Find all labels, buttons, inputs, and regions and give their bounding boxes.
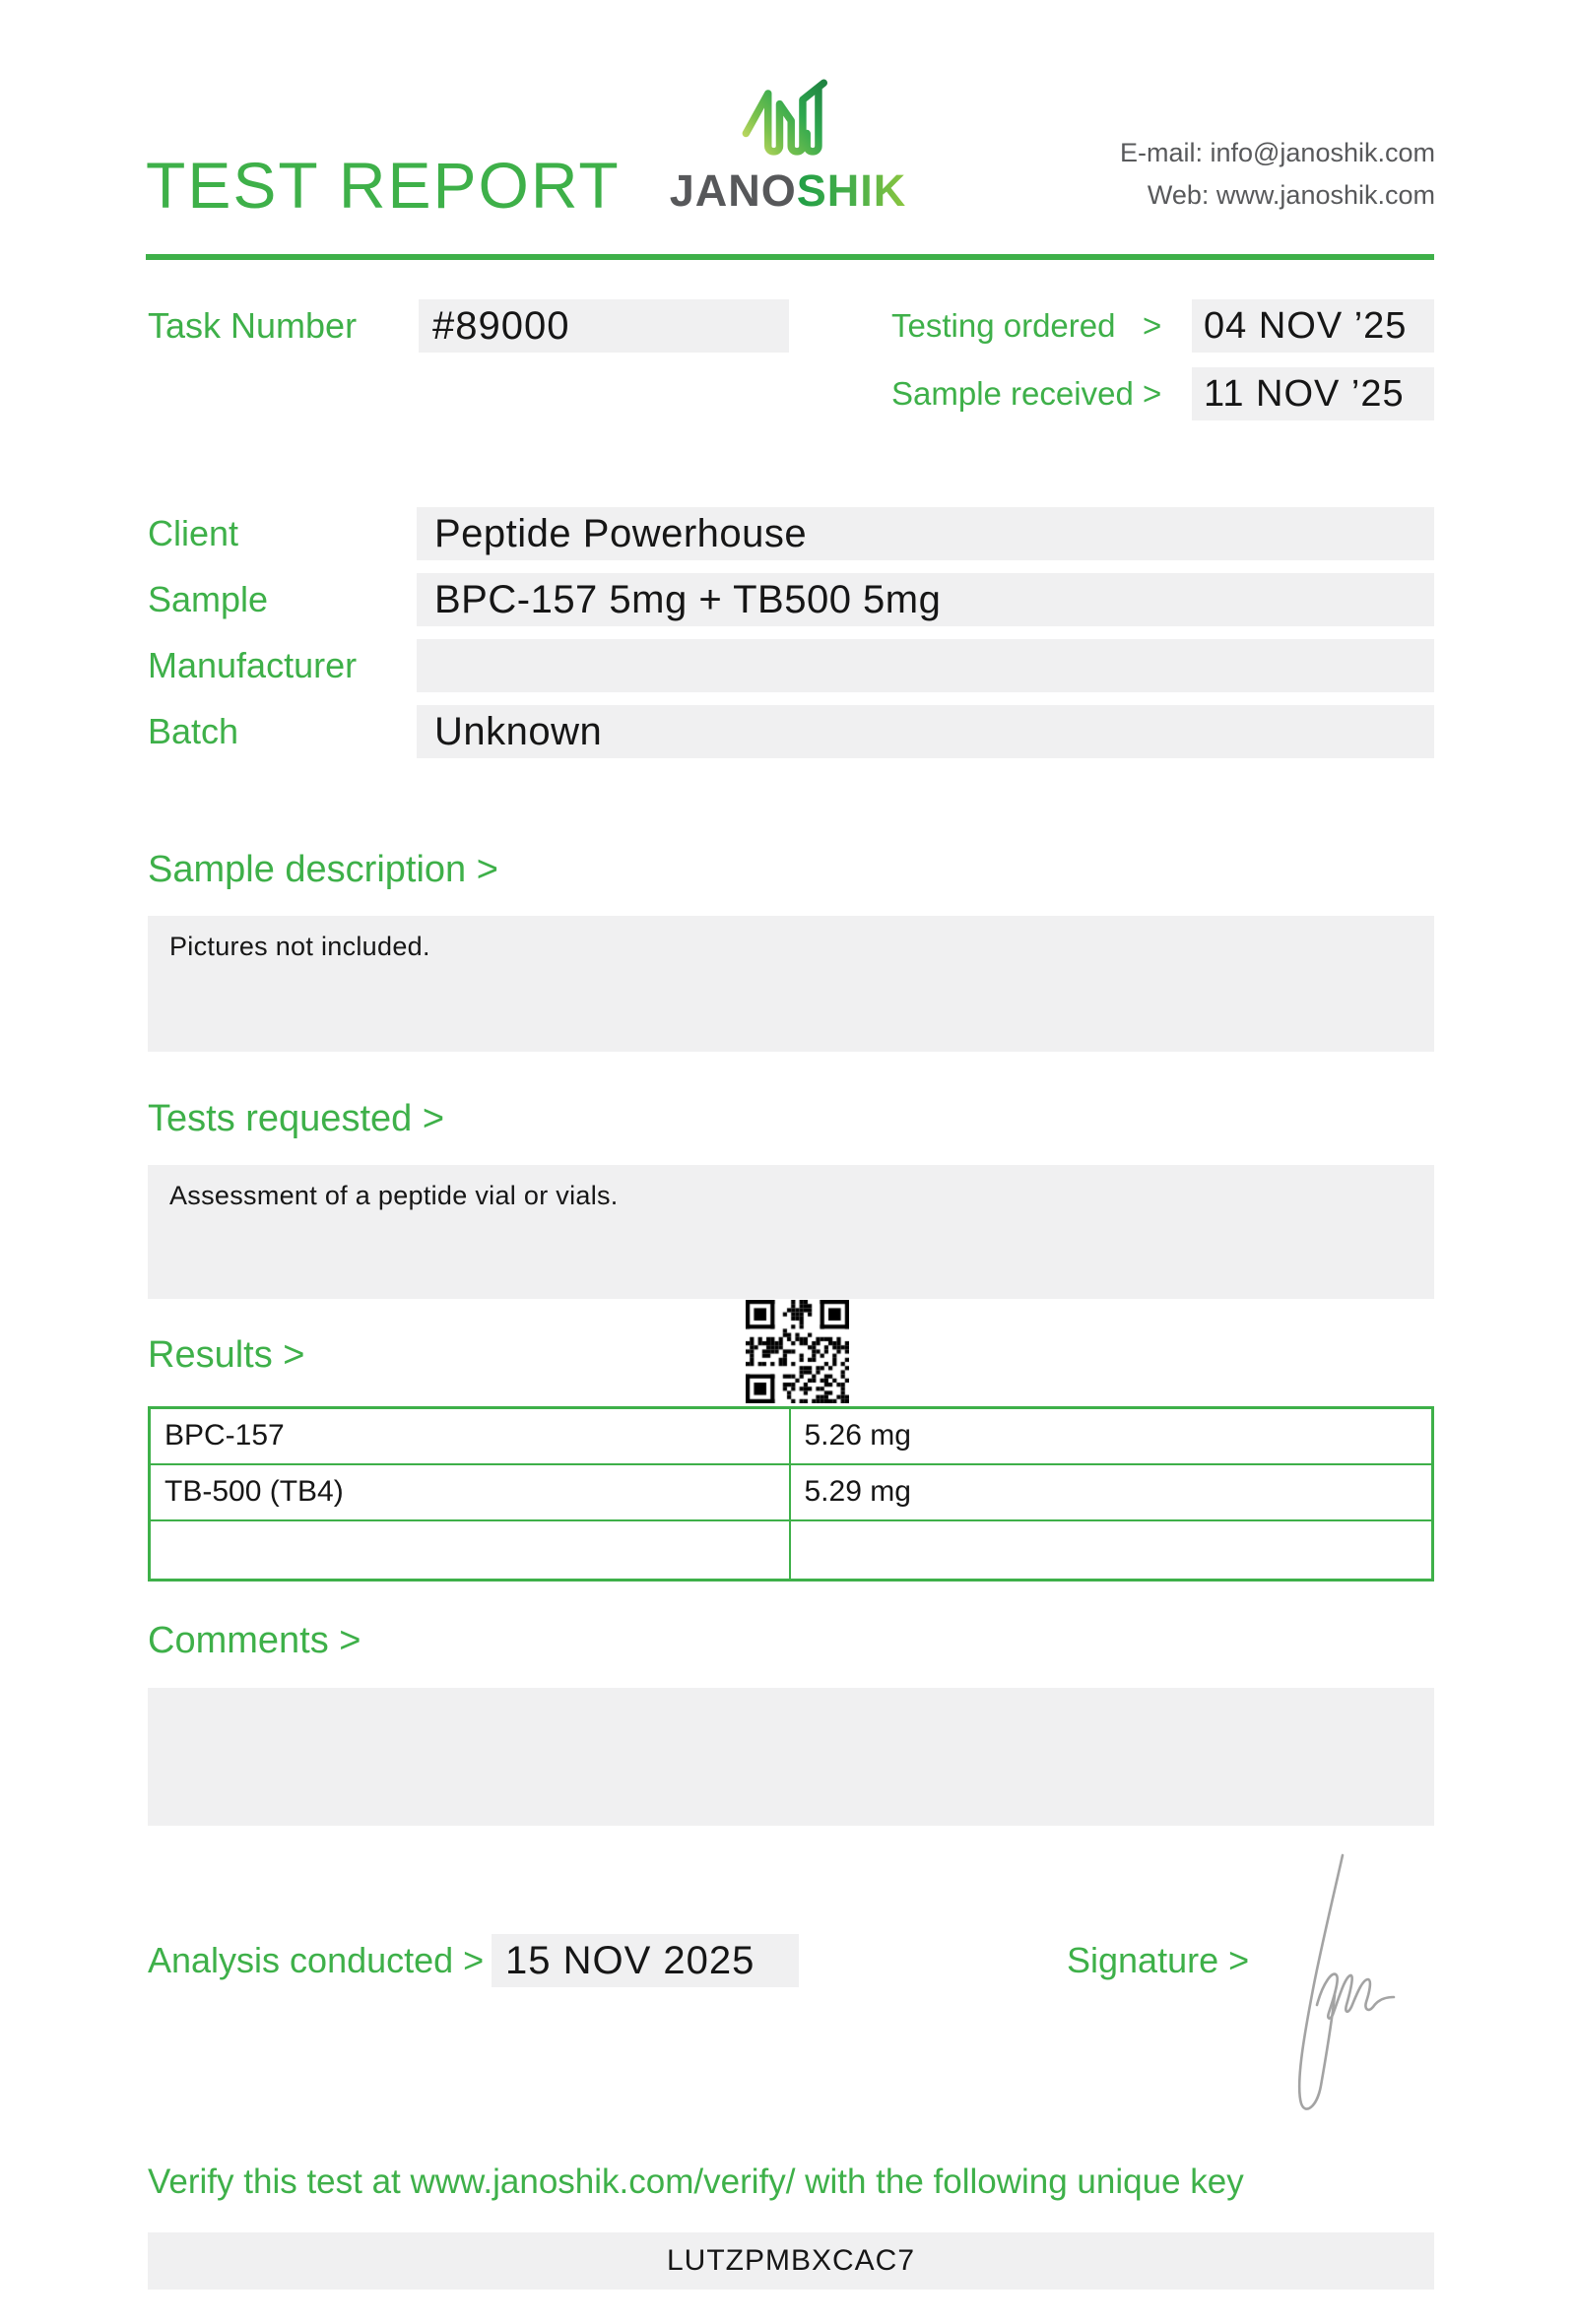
- testing-ordered-value: 04 NOV ’25: [1192, 299, 1434, 353]
- sample-received-value: 11 NOV ’25: [1192, 367, 1434, 420]
- sample-received-chevron: >: [1143, 375, 1162, 412]
- tests-requested-text: Assessment of a peptide vial or vials.: [169, 1181, 619, 1210]
- analyte-cell: TB-500 (TB4): [150, 1464, 790, 1520]
- comments-box: [148, 1688, 1434, 1826]
- logo-word-green: SHIK: [796, 165, 907, 216]
- sample-description-text: Pictures not included.: [169, 932, 430, 961]
- contact-web: Web: www.janoshik.com: [1147, 180, 1435, 210]
- table-row: [150, 1520, 1433, 1581]
- tests-requested-label: Tests requested >: [148, 1098, 445, 1139]
- testing-ordered-label: Testing ordered: [891, 307, 1116, 344]
- logo-chart-icon: [741, 79, 835, 158]
- sample-received-label: Sample received: [891, 375, 1134, 412]
- sample-description-label: Sample description >: [148, 849, 498, 890]
- sample-description-box: [148, 916, 1434, 1052]
- results-table: [148, 1406, 1434, 1582]
- logo-word-dark: JANO: [669, 165, 797, 216]
- comments-label: Comments >: [148, 1620, 361, 1661]
- page-title: TEST REPORT: [146, 149, 621, 222]
- task-number-value: #89000: [419, 299, 789, 353]
- signature-label: Signature >: [1067, 1940, 1250, 1980]
- sample-value: BPC-157 5mg + TB500 5mg: [417, 573, 1434, 626]
- header-divider: [146, 254, 1434, 260]
- analysis-date-value: 15 NOV 2025: [492, 1934, 799, 1987]
- analyte-cell: BPC-157: [150, 1408, 790, 1464]
- signature-image: [1277, 1849, 1407, 2125]
- task-number-label: Task Number: [148, 305, 358, 346]
- amount-cell: 5.26 mg: [790, 1408, 1433, 1464]
- sample-label: Sample: [148, 579, 269, 619]
- tests-requested-box: [148, 1165, 1434, 1299]
- contact-info: [1120, 132, 1435, 217]
- analyte-cell: [150, 1520, 790, 1581]
- analysis-conducted-label: Analysis conducted >: [148, 1940, 485, 1980]
- batch-value: Unknown: [417, 705, 1434, 758]
- logo-wordmark: [654, 165, 922, 217]
- manufacturer-label: Manufacturer: [148, 645, 358, 685]
- table-row: [150, 1464, 1433, 1520]
- contact-email: E-mail: info@janoshik.com: [1119, 138, 1435, 167]
- client-value: Peptide Powerhouse: [417, 507, 1434, 560]
- results-label: Results >: [148, 1334, 305, 1376]
- manufacturer-value: [417, 639, 1434, 692]
- qr-code: [746, 1300, 849, 1403]
- amount-cell: 5.29 mg: [790, 1464, 1433, 1520]
- client-label: Client: [148, 513, 239, 553]
- verify-instruction: Verify this test at www.janoshik.com/verify/ with the following unique key: [148, 2163, 1244, 2201]
- batch-label: Batch: [148, 711, 239, 751]
- table-row: [150, 1408, 1433, 1464]
- verify-key: LUTZPMBXCAC7: [148, 2232, 1434, 2290]
- amount-cell: [790, 1520, 1433, 1581]
- testing-ordered-chevron: >: [1143, 307, 1162, 344]
